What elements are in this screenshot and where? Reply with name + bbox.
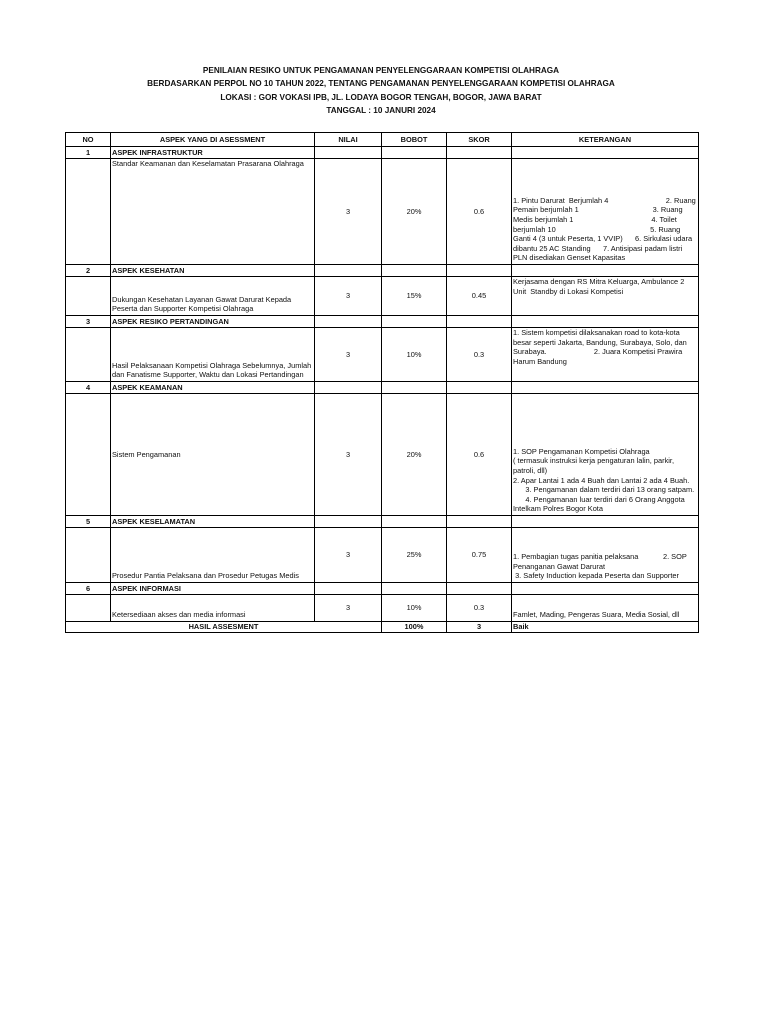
assessment-table xyxy=(65,132,699,633)
total-bobot: 100% xyxy=(382,622,447,633)
skor-value: 0.3 xyxy=(447,595,512,622)
table-row xyxy=(66,595,699,622)
nilai-value: 3 xyxy=(315,528,382,583)
bobot-value: 20% xyxy=(382,394,447,516)
empty-cell xyxy=(66,159,111,265)
empty-cell xyxy=(66,394,111,516)
total-row xyxy=(66,622,699,633)
skor-value: 0.75 xyxy=(447,528,512,583)
keterangan-text: 1. Pintu Darurat Berjumlah 4 2. Ruang Pemain berjumlah 1 3. Ruang Medis berjumlah 1 4. Toilet berjumlah 10 5. Ruang Ganti 4 (3 untuk Peserta, 1 VVIP) 6. Sirkulasi udara dibantu 25 AC Standing 7. Antisipasi padam listri PLN disediakan Genset Kapasitas xyxy=(512,159,699,265)
empty-cell xyxy=(66,277,111,316)
section-title: ASPEK KESEHATAN xyxy=(111,265,315,277)
keterangan-text: 1. SOP Pengamanan Kompetisi Olahraga ( termasuk instruksi kerja pengaturan lalin, parkir, patroli, dll) 2. Apar Lantai 1 ada 4 Buah dan Lantai 2 ada 4 Buah. 3. Pengamanan dalam terdiri dari 13 orang satpam. 4. Pengamanan luar terdiri dari 6 Orang Anggota Intelkam Polres Bogor Kota xyxy=(512,394,699,516)
aspect-item: Dukungan Kesehatan Layanan Gawat Darurat Kepada Peserta dan Supporter Kompetisi Olahraga xyxy=(111,277,315,316)
empty-cell xyxy=(382,516,447,528)
section-row-keamanan xyxy=(66,382,699,394)
empty-cell xyxy=(315,316,382,328)
empty-cell xyxy=(66,595,111,622)
empty-cell xyxy=(382,316,447,328)
section-row-informasi xyxy=(66,583,699,595)
empty-cell xyxy=(382,382,447,394)
keterangan-text: 1. Pembagian tugas panitia pelaksana 2. SOP Penanganan Gawat Darurat 3. Safety Induction kepada Peserta dan Supporter xyxy=(512,528,699,583)
section-number: 6 xyxy=(66,583,111,595)
column-header-aspek: ASPEK YANG DI ASESSMENT xyxy=(111,133,315,147)
empty-cell xyxy=(447,516,512,528)
bobot-value: 10% xyxy=(382,328,447,382)
section-title: ASPEK KESELAMATAN xyxy=(111,516,315,528)
table-row xyxy=(66,328,699,382)
section-row-resiko-pertandingan xyxy=(66,316,699,328)
nilai-value: 3 xyxy=(315,328,382,382)
column-header-skor: SKOR xyxy=(447,133,512,147)
section-title: ASPEK INFORMASI xyxy=(111,583,315,595)
empty-cell xyxy=(512,265,699,277)
skor-value: 0.6 xyxy=(447,159,512,265)
empty-cell xyxy=(382,583,447,595)
section-title: ASPEK INFRASTRUKTUR xyxy=(111,147,315,159)
empty-cell xyxy=(512,147,699,159)
skor-value: 0.6 xyxy=(447,394,512,516)
aspect-item: Hasil Pelaksanaan Kompetisi Olahraga Sebelumnya, Jumlah dan Fanatisme Supporter, Waktu dan Lokasi Pertandingan xyxy=(111,328,315,382)
keterangan-text: Kerjasama dengan RS Mitra Keluarga, Ambulance 2 Unit Standby di Lokasi Kompetisi xyxy=(512,277,699,316)
empty-cell xyxy=(447,316,512,328)
empty-cell xyxy=(447,147,512,159)
table-row xyxy=(66,277,699,316)
empty-cell xyxy=(447,382,512,394)
empty-cell xyxy=(512,382,699,394)
bobot-value: 10% xyxy=(382,595,447,622)
skor-value: 0.45 xyxy=(447,277,512,316)
keterangan-text: Famlet, Mading, Pengeras Suara, Media Sosial, dll xyxy=(512,595,699,622)
empty-cell xyxy=(315,147,382,159)
empty-cell xyxy=(315,516,382,528)
bobot-value: 20% xyxy=(382,159,447,265)
table-header-row xyxy=(66,133,699,147)
empty-cell xyxy=(382,265,447,277)
nilai-value: 3 xyxy=(315,595,382,622)
total-keterangan: Baik xyxy=(512,622,699,633)
empty-cell xyxy=(315,583,382,595)
empty-cell xyxy=(512,516,699,528)
header-date: TANGGAL : 10 JANURI 2024 xyxy=(326,106,436,116)
empty-cell xyxy=(315,382,382,394)
header-title: PENILAIAN RESIKO UNTUK PENGAMANAN PENYELENGGARAAN KOMPETISI OLAHRAGA xyxy=(202,66,560,75)
column-header-keterangan: KETERANGAN xyxy=(512,133,699,147)
bobot-value: 25% xyxy=(382,528,447,583)
header-regulation: BERDASARKAN PERPOL NO 10 TAHUN 2022, TENTANG PENGAMANAN PENYELENGGARAAN KOMPETISI OLAHRAGA xyxy=(147,79,615,89)
bobot-value: 15% xyxy=(382,277,447,316)
section-number: 2 xyxy=(66,265,111,277)
section-number: 5 xyxy=(66,516,111,528)
section-number: 4 xyxy=(66,382,111,394)
table-row xyxy=(66,159,699,265)
column-header-bobot: BOBOT xyxy=(382,133,447,147)
column-header-nilai: NILAI xyxy=(315,133,382,147)
nilai-value: 3 xyxy=(315,394,382,516)
document-header xyxy=(64,64,698,118)
empty-cell xyxy=(447,583,512,595)
empty-cell xyxy=(66,328,111,382)
empty-cell xyxy=(382,147,447,159)
header-location: LOKASI : GOR VOKASI IPB, JL. LODAYA BOGOR TENGAH, BOGOR, JAWA BARAT xyxy=(220,92,542,102)
aspect-item: Standar Keamanan dan Keselamatan Prasarana Olahraga xyxy=(111,159,315,265)
section-number: 3 xyxy=(66,316,111,328)
empty-cell xyxy=(447,265,512,277)
section-title: ASPEK RESIKO PERTANDINGAN xyxy=(111,316,315,328)
column-header-no: NO xyxy=(66,133,111,147)
section-title: ASPEK KEAMANAN xyxy=(111,382,315,394)
empty-cell xyxy=(315,265,382,277)
nilai-value: 3 xyxy=(315,159,382,265)
empty-cell xyxy=(66,528,111,583)
nilai-value: 3 xyxy=(315,277,382,316)
total-label: HASIL ASSESMENT xyxy=(66,622,382,633)
table-row xyxy=(66,394,699,516)
section-row-keselamatan xyxy=(66,516,699,528)
keterangan-text: 1. Sistem kompetisi dilaksanakan road to kota-kota besar seperti Jakarta, Bandung, Surabaya, Solo, dan Surabaya. 2. Juara Kompetisi Prawira Harum Bandung xyxy=(512,328,699,382)
section-row-infrastruktur xyxy=(66,147,699,159)
aspect-item: Prosedur Pantia Pelaksana dan Prosedur Petugas Medis xyxy=(111,528,315,583)
aspect-item: Ketersediaan akses dan media informasi xyxy=(111,595,315,622)
total-skor: 3 xyxy=(447,622,512,633)
section-row-kesehatan xyxy=(66,265,699,277)
section-number: 1 xyxy=(66,147,111,159)
empty-cell xyxy=(512,583,699,595)
aspect-item: Sistem Pengamanan xyxy=(111,394,315,516)
table-row xyxy=(66,528,699,583)
skor-value: 0.3 xyxy=(447,328,512,382)
empty-cell xyxy=(512,316,699,328)
